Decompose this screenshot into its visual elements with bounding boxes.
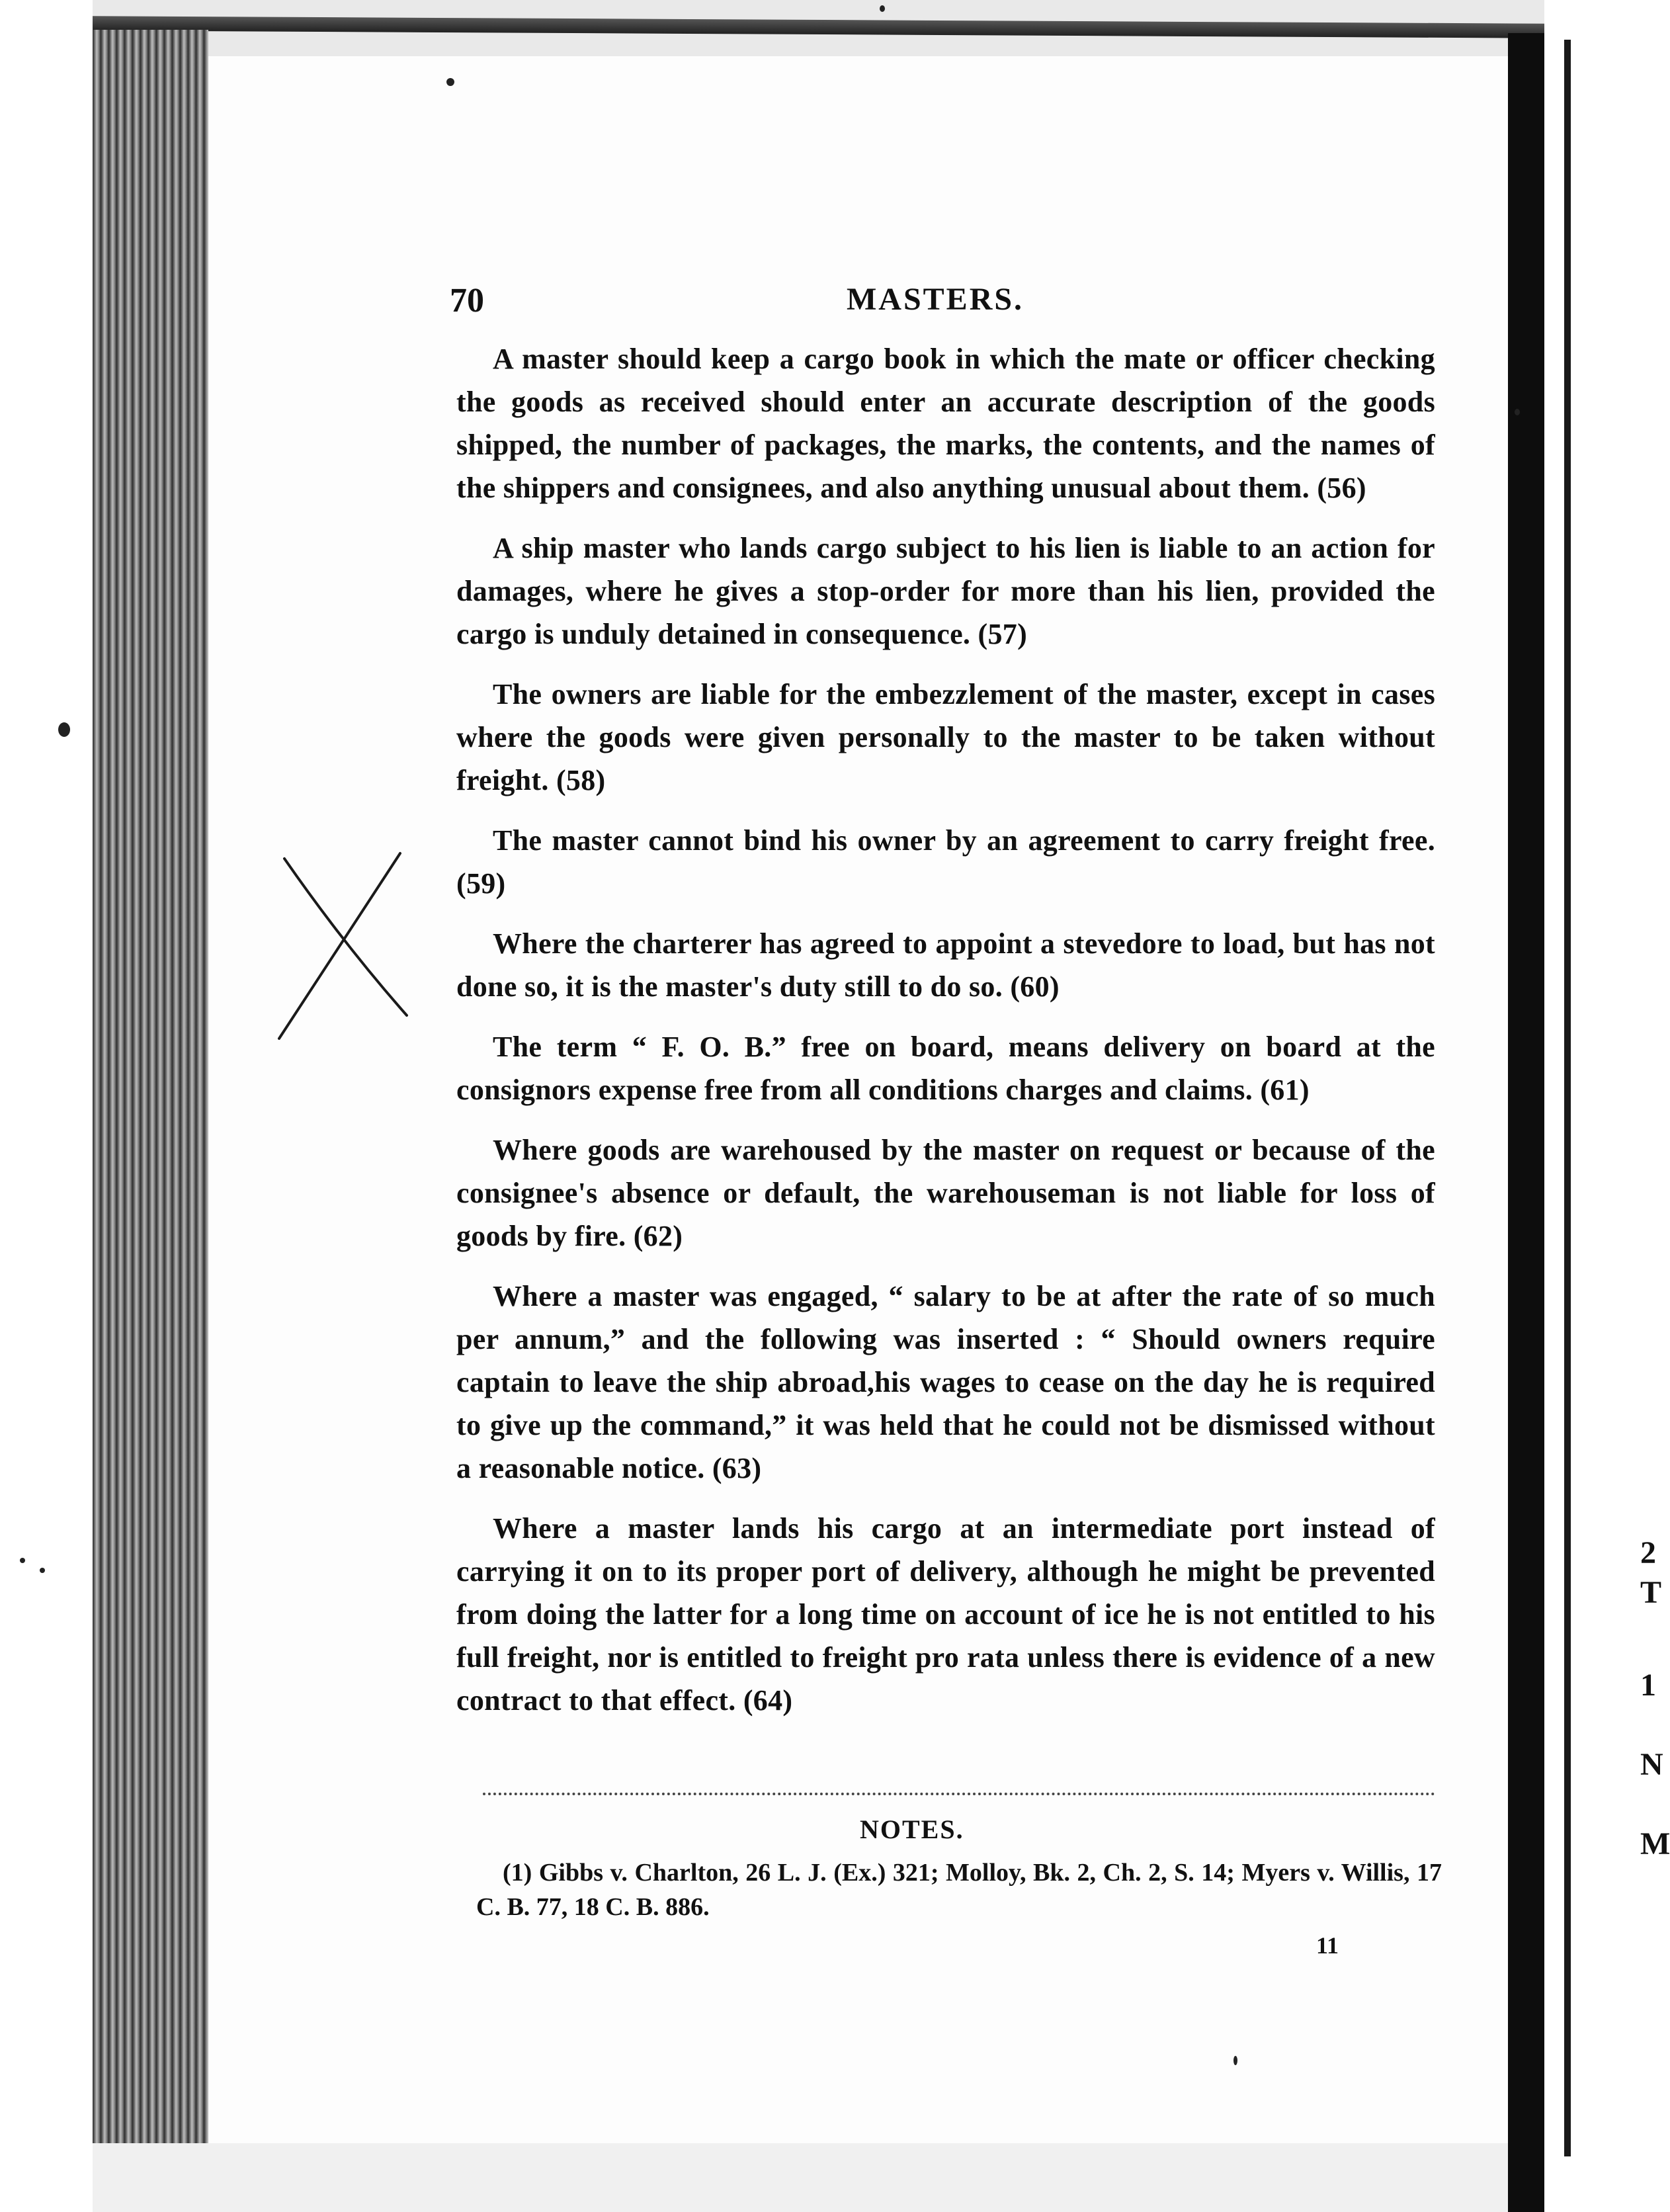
scan-speck — [1515, 409, 1520, 415]
paragraph-text: The term “ F. O. B.” free on board, means delivery on board at the consignors expense free from all conditions charges and claims. — [456, 1031, 1435, 1106]
book-page-edges — [93, 30, 208, 2147]
adjacent-page-fragment: N — [1640, 1747, 1663, 1782]
paragraph-text: The owners are liable for the embezzlement of the master, except in cases where the goods were given personally to the master to be taken without freight. — [456, 678, 1435, 796]
page-number: 70 — [450, 282, 484, 319]
paragraph — [456, 673, 1435, 802]
paragraph-text: Where the charterer has agreed to appoint a stevedore to load, but has not done so, it is the master's duty still to do so. — [456, 927, 1435, 1003]
adjacent-page-fragment: 1 — [1640, 1668, 1656, 1703]
citation: (60) — [1010, 970, 1060, 1003]
paragraph — [456, 1507, 1435, 1722]
scan-speck — [1233, 2056, 1237, 2065]
scan-speck — [40, 1568, 45, 1573]
scan-bottom-margin — [93, 2143, 1544, 2212]
citation: (58) — [556, 764, 606, 796]
paragraph — [456, 1025, 1435, 1111]
adjacent-page-edge — [1564, 40, 1571, 2156]
running-head: MASTERS. — [847, 282, 1024, 317]
scan-speck — [58, 722, 70, 737]
paragraph-text: Where a master lands his cargo at an intermediate port instead of carrying it on to its proper port of delivery, although he might be prevented from doing the latter for a long time on account of ice he is not entitled to his full freight, nor is entitled to freight pro rata unless there is evidence of a new contract to that effect. — [456, 1512, 1435, 1717]
handwritten-x-icon — [271, 847, 423, 1045]
paragraph — [456, 337, 1435, 509]
citation: (62) — [633, 1220, 683, 1252]
paragraph-text: The master cannot bind his owner by an agreement to carry freight free. — [493, 824, 1435, 857]
citation: (64) — [743, 1684, 793, 1717]
scan-speck — [20, 1558, 25, 1563]
scan-speck — [880, 5, 885, 12]
citation: (61) — [1260, 1074, 1310, 1106]
citation: (57) — [978, 618, 1028, 650]
note-item: (1) Gibbs v. Charlton, 26 L. J. (Ex.) 321; Molloy, Bk. 2, Ch. 2, S. 14; Myers v. Willis, 17 C. B. 77, 18 C. B. 886. — [476, 1859, 1442, 1921]
book-gutter — [1508, 33, 1544, 2212]
citation: (56) — [1317, 472, 1366, 504]
paragraph-text: A master should keep a cargo book in which the mate or officer checking the goods as received should enter an accurate description of the goods shipped, the number of packages, the marks, the contents, and the names of the shippers and consignees, and also anything unusual about them. — [456, 343, 1435, 504]
paragraph — [456, 527, 1435, 656]
adjacent-page — [1544, 0, 1667, 2212]
paragraph — [456, 1128, 1435, 1257]
notes-heading: NOTES. — [860, 1814, 964, 1844]
adjacent-page-fragment: T — [1640, 1575, 1662, 1610]
paragraph — [456, 922, 1435, 1008]
paragraph-text: A ship master who lands cargo subject to his lien is liable to an action for damages, where he gives a stop-order for more than his lien, provided the cargo is unduly detained in consequence. — [456, 532, 1435, 650]
scan-speck — [446, 78, 454, 86]
paragraph-text: Where goods are warehoused by the master on request or because of the consignee's absence or default, the warehouseman is not liable for loss of goods by fire. — [456, 1134, 1435, 1252]
paragraph — [456, 1275, 1435, 1490]
paragraph-text: Where a master was engaged, “ salary to be at after the rate of so much per annum,” and the following was inserted : “ Should owners require captain to leave the ship abroad,his wages to cease on the day he is required to give up the command,” it was held that he could not be dismissed without a reasonable notice. — [456, 1280, 1435, 1484]
body-text — [456, 337, 1435, 1739]
adjacent-page-fragment: 2 — [1640, 1535, 1656, 1570]
paragraph — [456, 819, 1435, 905]
adjacent-page-fragment: M — [1640, 1826, 1670, 1861]
citation: (63) — [712, 1452, 762, 1484]
page-header — [450, 281, 1442, 327]
citation: (59) — [456, 867, 506, 900]
notes-divider — [483, 1793, 1435, 1795]
signature-mark: 11 — [1316, 1932, 1339, 1959]
